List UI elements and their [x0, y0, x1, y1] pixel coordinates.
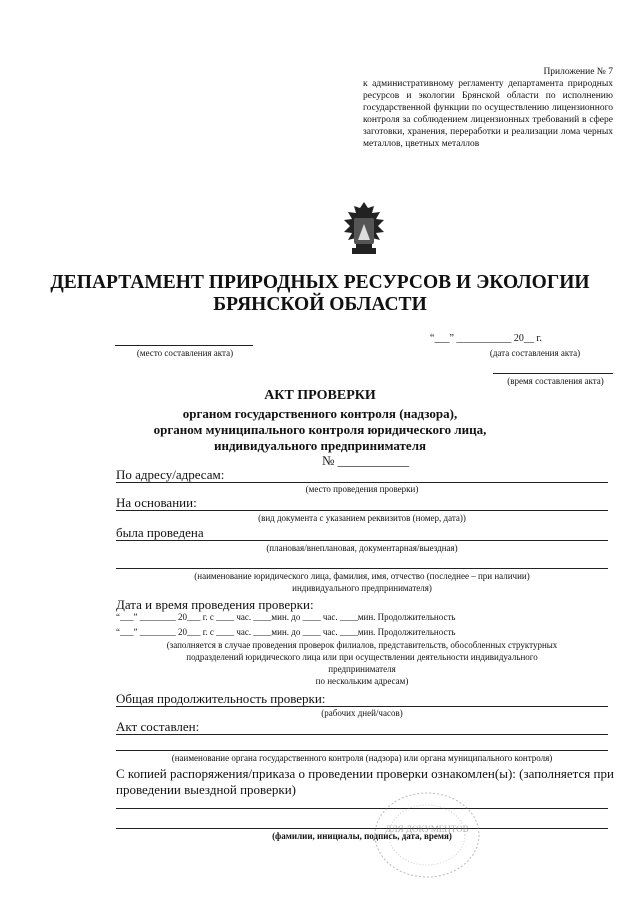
branches-caption-3: предпринимателя — [328, 664, 396, 674]
act-line3: индивидуального предпринимателя — [213, 438, 427, 453]
time-line — [493, 373, 613, 374]
stamp-icon — [372, 790, 482, 880]
signature-line-1 — [116, 808, 608, 809]
stamp-text: ДЛЯ ДОКУМЕНТОВ — [385, 824, 469, 834]
signature-caption: (фамилии, инициалы, подпись, дата, время) — [272, 831, 452, 841]
place-caption: (место составления акта) — [136, 348, 234, 358]
act-number: № ___________ — [322, 453, 410, 468]
department-title-line2: БРЯНСКОЙ ОБЛАСТИ — [213, 294, 427, 315]
composed-line-1 — [116, 734, 608, 735]
branches-caption-1: (заполняется в случае проведения проверок филиалов, представительств, обособленных структурных — [166, 640, 558, 650]
copy-line-2: проведении выездной проверки) — [116, 782, 296, 797]
entity-caption-1: (наименование юридического лица, фамилия, имя, отчество (последнее – при наличии) — [194, 571, 530, 581]
time-caption: (время составления акта) — [507, 376, 604, 386]
datetime-row-1: “___” ________ 20___ г. с ____ час. ____мин. до ____ час. ____мин. Продолжительность — [116, 612, 456, 622]
department-title-line1: ДЕПАРТАМЕНТ ПРИРОДНЫХ РЕСУРСОВ И ЭКОЛОГИИ — [50, 272, 590, 293]
datetime-row-2: “___” ________ 20___ г. с ____ час. ____мин. до ____ час. ____мин. Продолжительность — [116, 627, 456, 637]
duration-line — [116, 706, 608, 707]
signature-line-2 — [116, 828, 608, 829]
composed-label: Акт составлен: — [116, 719, 200, 734]
act-title: АКТ ПРОВЕРКИ — [264, 388, 376, 403]
date-caption: (дата составления акта) — [489, 348, 581, 358]
address-label: По адресу/адресам: — [116, 467, 225, 482]
composed-line-2 — [116, 750, 608, 751]
appendix-title: Приложение № 7 — [543, 67, 613, 77]
appendix-block — [363, 66, 613, 150]
duration-caption: (рабочих дней/часов) — [321, 708, 403, 718]
appendix-text: к административному регламенту департамента природных ресурсов и экологии Брянской области по исполнению государственной функции по осуществлению лицензионного контроля за соблюдением лицензионных требований в сфере заготовки, хранения, переработки и реализации лома черных металлов, цветных металлов — [363, 79, 613, 149]
act-line1: органом государственного контроля (надзора), — [182, 406, 458, 421]
branches-caption-4: по нескольким адресам) — [315, 676, 409, 686]
basis-line — [116, 510, 608, 511]
entity-caption-2: индивидуального предпринимателя) — [292, 583, 432, 593]
address-caption: (место проведения проверки) — [305, 484, 419, 494]
copy-line-1: С копией распоряжения/приказа о проведении проверки ознакомлен(ы): (заполняется при — [116, 766, 614, 781]
branches-caption-2: подразделений юридического лица или при осуществлении деятельности индивидуального — [186, 652, 538, 662]
composed-caption: (наименование органа государственного контроля (надзора) или органа муниципального контроля) — [171, 753, 553, 763]
duration-label: Общая продолжительность проверки: — [116, 691, 326, 706]
basis-caption: (вид документа с указанием реквизитов (номер, дата)) — [258, 513, 466, 523]
basis-label: На основании: — [116, 495, 197, 510]
entity-line — [116, 568, 608, 569]
coat-of-arms-icon — [340, 200, 388, 258]
place-line — [115, 345, 253, 346]
date-fill: “___” ___________ 20__ г. — [430, 333, 542, 344]
conducted-label: была проведена — [116, 525, 204, 540]
address-line — [116, 482, 608, 483]
conducted-caption: (плановая/внеплановая, документарная/выездная) — [266, 543, 458, 553]
datetime-label: Дата и время проведения проверки: — [116, 597, 314, 612]
conducted-line — [116, 540, 608, 541]
act-line2: органом муниципального контроля юридического лица, — [153, 422, 487, 437]
